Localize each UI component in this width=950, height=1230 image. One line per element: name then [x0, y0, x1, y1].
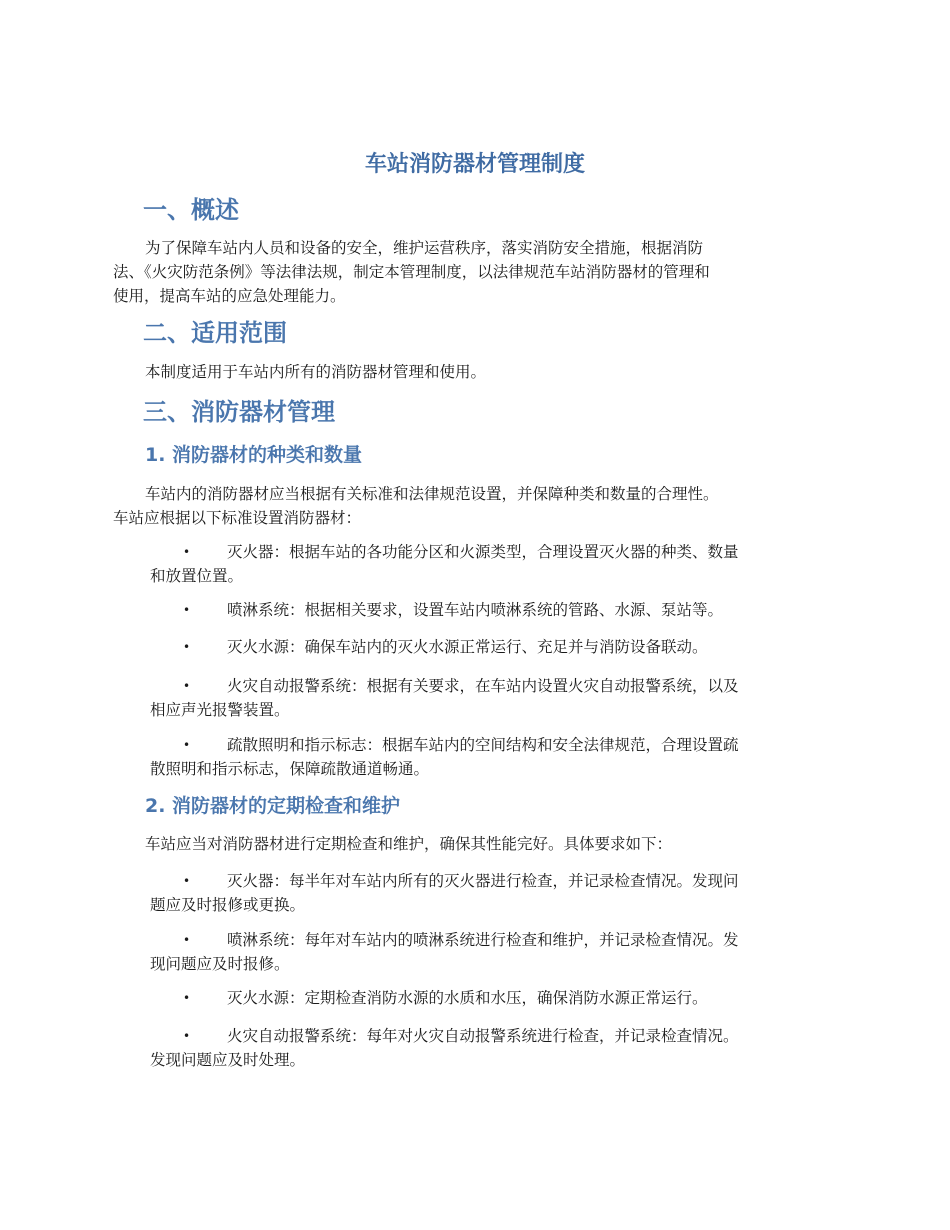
list-item-line-2: 题应及时报修或更换。 — [150, 896, 306, 914]
bullet-icon: • — [183, 545, 191, 559]
document-title: 车站消防器材管理制度 — [364, 152, 585, 177]
types-intro-paragraph — [113, 482, 719, 530]
inspection-intro-paragraph — [145, 832, 672, 856]
list-item-line-1: 火灾自动报警系统：每年对火灾自动报警系统进行检查，并记录检查情况。 — [227, 1027, 739, 1045]
bullet-icon: • — [183, 933, 191, 947]
section-heading-overview: 一、概述 — [143, 196, 239, 224]
overview-line-1: 为了保障车站内人员和设备的安全，维护运营秩序，落实消防安全措施，根据消防 — [145, 239, 704, 257]
list-item-line-1: 灭火器：每半年对车站内所有的灭火器进行检查，并记录检查情况。发现问 — [227, 872, 739, 890]
list-item — [148, 598, 848, 622]
bullet-icon: • — [183, 874, 191, 888]
list-item — [148, 869, 848, 917]
types-intro-line-2: 车站应根据以下标准设置消防器材： — [113, 509, 362, 527]
types-intro-line-1: 车站内的消防器材应当根据有关标准和法律规范设置，并保障种类和数量的合理性。 — [145, 485, 719, 503]
list-item-line-2: 散照明和指示标志，保障疏散通道畅通。 — [150, 760, 430, 778]
list-item-line-2: 相应声光报警装置。 — [150, 701, 290, 719]
list-item — [148, 635, 848, 659]
list-item-line-1: 疏散照明和指示标志：根据车站内的空间结构和安全法律规范，合理设置疏 — [227, 736, 739, 754]
bullet-icon: • — [183, 1029, 191, 1043]
list-item — [148, 986, 848, 1010]
overview-paragraph — [113, 236, 710, 308]
overview-line-3: 使用，提高车站的应急处理能力。 — [113, 287, 346, 305]
list-item — [148, 540, 848, 588]
list-item — [148, 1024, 848, 1072]
inspection-intro-line: 车站应当对消防器材进行定期检查和维护，确保其性能完好。具体要求如下： — [145, 835, 673, 853]
list-item-line-2: 现问题应及时报修。 — [150, 955, 290, 973]
list-item — [148, 733, 848, 781]
subsection-heading-types: 1. 消防器材的种类和数量 — [145, 444, 363, 466]
list-item-line-2: 和放置位置。 — [150, 567, 244, 585]
subsection-heading-inspection: 2. 消防器材的定期检查和维护 — [145, 795, 401, 817]
bullet-icon: • — [183, 679, 191, 693]
list-item-line-1: 灭火水源：定期检查消防水源的水质和水压，确保消防水源正常运行。 — [227, 989, 708, 1007]
scope-paragraph — [145, 360, 486, 384]
bullet-icon: • — [183, 991, 191, 1005]
bullet-icon: • — [183, 738, 191, 752]
list-item-line-1: 喷淋系统：根据相关要求，设置车站内喷淋系统的管路、水源、泵站等。 — [227, 601, 724, 619]
section-heading-scope: 二、适用范围 — [143, 319, 287, 347]
list-item-line-1: 灭火水源：确保车站内的灭火水源正常运行、充足并与消防设备联动。 — [227, 638, 708, 656]
section-heading-management: 三、消防器材管理 — [143, 398, 335, 426]
list-item-line-1: 火灾自动报警系统：根据有关要求，在车站内设置火灾自动报警系统，以及 — [227, 677, 739, 695]
list-item-line-2: 发现问题应及时处理。 — [150, 1051, 306, 1069]
scope-line: 本制度适用于车站内所有的消防器材管理和使用。 — [145, 363, 487, 381]
overview-line-2: 法、《火灾防范条例》等法律法规，制定本管理制度，以法律规范车站消防器材的管理和 — [113, 263, 710, 281]
list-item-line-1: 灭火器：根据车站的各功能分区和火源类型，合理设置灭火器的种类、数量 — [227, 543, 739, 561]
bullet-icon: • — [183, 640, 191, 654]
list-item-line-1: 喷淋系统：每年对车站内的喷淋系统进行检查和维护，并记录检查情况。发 — [227, 931, 739, 949]
bullet-icon: • — [183, 603, 191, 617]
list-item — [148, 674, 848, 722]
list-item — [148, 928, 848, 976]
